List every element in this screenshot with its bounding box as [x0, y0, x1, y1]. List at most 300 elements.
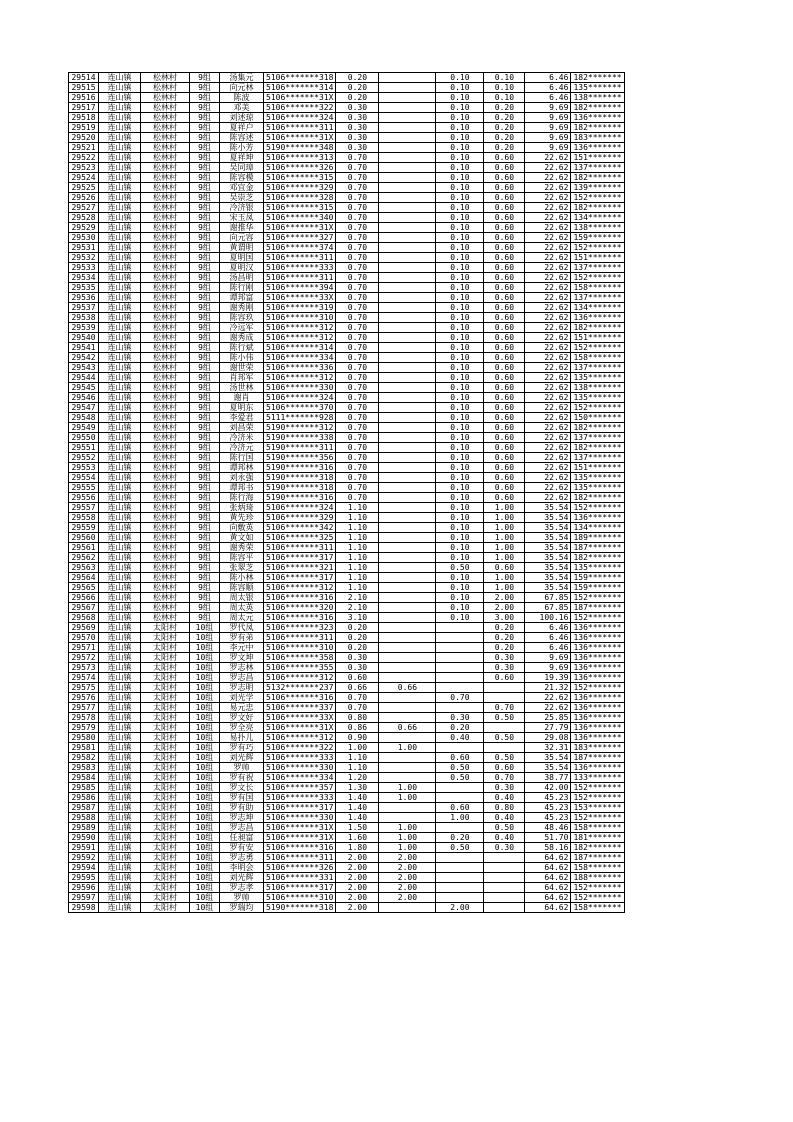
- area-col-b-cell: 0.10: [436, 453, 484, 463]
- phone-cell: 150*******: [571, 413, 624, 423]
- phone-cell: 182*******: [571, 123, 624, 133]
- area-col-c-cell: 0.60: [484, 203, 525, 213]
- area-col-c-cell: 0.60: [484, 463, 525, 473]
- total-area-cell: 0.70: [336, 323, 379, 333]
- area-col-b-cell: 0.10: [436, 433, 484, 443]
- phone-cell: 152*******: [571, 883, 624, 893]
- amount-cell: 9.69: [525, 663, 571, 673]
- total-area-cell: 1.20: [336, 773, 379, 783]
- row-index-cell: 29515: [69, 83, 99, 93]
- table-row: [69, 503, 625, 513]
- group-cell: 10组: [190, 713, 220, 723]
- name-cell: 陈行斌: [220, 343, 264, 353]
- amount-cell: 22.62: [525, 203, 571, 213]
- area-col-b-cell: 0.10: [436, 243, 484, 253]
- amount-cell: 22.62: [525, 273, 571, 283]
- amount-cell: 22.62: [525, 313, 571, 323]
- phone-cell: 152*******: [571, 683, 624, 693]
- group-cell: 10组: [190, 843, 220, 853]
- area-col-b-cell: 2.00: [436, 903, 484, 913]
- total-area-cell: 1.30: [336, 783, 379, 793]
- area-col-b-cell: 0.50: [436, 843, 484, 853]
- area-col-c-cell: 0.60: [484, 153, 525, 163]
- total-area-cell: 0.70: [336, 173, 379, 183]
- village-cell: 松林村: [141, 123, 190, 133]
- amount-cell: 9.69: [525, 113, 571, 123]
- town-cell: 连山镇: [99, 763, 141, 773]
- phone-cell: 182*******: [571, 443, 624, 453]
- total-area-cell: 1.10: [336, 543, 379, 553]
- area-col-b-cell: 0.10: [436, 223, 484, 233]
- group-cell: 9组: [190, 153, 220, 163]
- name-cell: 陈行国: [220, 453, 264, 463]
- area-col-b-cell: 0.10: [436, 213, 484, 223]
- total-area-cell: 1.10: [336, 763, 379, 773]
- group-cell: 10组: [190, 803, 220, 813]
- town-cell: 连山镇: [99, 703, 141, 713]
- amount-cell: 22.62: [525, 193, 571, 203]
- phone-cell: 182*******: [571, 323, 624, 333]
- town-cell: 连山镇: [99, 113, 141, 123]
- total-area-cell: 0.70: [336, 483, 379, 493]
- id-number-cell: 5106*******317: [264, 573, 336, 583]
- total-area-cell: 0.70: [336, 303, 379, 313]
- group-cell: 10组: [190, 793, 220, 803]
- village-cell: 太阳村: [141, 873, 190, 883]
- area-col-a-cell: [379, 633, 436, 643]
- row-index-cell: 29559: [69, 523, 99, 533]
- town-cell: 连山镇: [99, 383, 141, 393]
- village-cell: 太阳村: [141, 633, 190, 643]
- village-cell: 松林村: [141, 163, 190, 173]
- group-cell: 9组: [190, 473, 220, 483]
- area-col-b-cell: 0.70: [436, 693, 484, 703]
- area-col-c-cell: 2.00: [484, 593, 525, 603]
- area-col-b-cell: 0.10: [436, 473, 484, 483]
- area-col-a-cell: 1.00: [379, 843, 436, 853]
- total-area-cell: 0.70: [336, 233, 379, 243]
- table-row: [69, 363, 625, 373]
- row-index-cell: 29522: [69, 153, 99, 163]
- village-cell: 太阳村: [141, 883, 190, 893]
- area-col-b-cell: 0.10: [436, 483, 484, 493]
- row-index-cell: 29542: [69, 353, 99, 363]
- area-col-a-cell: [379, 523, 436, 533]
- town-cell: 连山镇: [99, 863, 141, 873]
- amount-cell: 22.62: [525, 443, 571, 453]
- phone-cell: 182*******: [571, 103, 624, 113]
- name-cell: 冷远军: [220, 323, 264, 333]
- row-index-cell: 29540: [69, 333, 99, 343]
- group-cell: 10组: [190, 683, 220, 693]
- area-col-b-cell: 0.10: [436, 353, 484, 363]
- group-cell: 10组: [190, 833, 220, 843]
- name-cell: 邓美: [220, 103, 264, 113]
- phone-cell: 151*******: [571, 333, 624, 343]
- area-col-c-cell: 0.60: [484, 303, 525, 313]
- town-cell: 连山镇: [99, 633, 141, 643]
- village-cell: 松林村: [141, 553, 190, 563]
- table-row: [69, 103, 625, 113]
- id-number-cell: 5106*******312: [264, 583, 336, 593]
- phone-cell: 183*******: [571, 133, 624, 143]
- name-cell: 陈容述: [220, 133, 264, 143]
- total-area-cell: 0.70: [336, 213, 379, 223]
- name-cell: 谭邦富: [220, 293, 264, 303]
- town-cell: 连山镇: [99, 853, 141, 863]
- area-col-a-cell: [379, 283, 436, 293]
- name-cell: 罗帅: [220, 893, 264, 903]
- row-index-cell: 29523: [69, 163, 99, 173]
- id-number-cell: 5106*******314: [264, 343, 336, 353]
- town-cell: 连山镇: [99, 343, 141, 353]
- town-cell: 连山镇: [99, 793, 141, 803]
- town-cell: 连山镇: [99, 243, 141, 253]
- name-cell: 陈行海: [220, 493, 264, 503]
- area-col-c-cell: 3.00: [484, 613, 525, 623]
- total-area-cell: 1.40: [336, 793, 379, 803]
- phone-cell: 182*******: [571, 553, 624, 563]
- village-cell: 太阳村: [141, 803, 190, 813]
- total-area-cell: 0.20: [336, 623, 379, 633]
- id-number-cell: 5106*******312: [264, 673, 336, 683]
- amount-cell: 22.62: [525, 173, 571, 183]
- area-col-b-cell: 0.10: [436, 323, 484, 333]
- phone-cell: 152*******: [571, 793, 624, 803]
- town-cell: 连山镇: [99, 613, 141, 623]
- phone-cell: 159*******: [571, 233, 624, 243]
- group-cell: 9组: [190, 83, 220, 93]
- amount-cell: 22.62: [525, 703, 571, 713]
- phone-cell: 136*******: [571, 703, 624, 713]
- area-col-c-cell: 0.60: [484, 563, 525, 573]
- town-cell: 连山镇: [99, 583, 141, 593]
- id-number-cell: 5106*******316: [264, 613, 336, 623]
- name-cell: 肖邦军: [220, 373, 264, 383]
- group-cell: 9组: [190, 173, 220, 183]
- phone-cell: 136*******: [571, 733, 624, 743]
- group-cell: 9组: [190, 513, 220, 523]
- table-row: [69, 713, 625, 723]
- village-cell: 松林村: [141, 363, 190, 373]
- group-cell: 9组: [190, 273, 220, 283]
- town-cell: 连山镇: [99, 263, 141, 273]
- amount-cell: 45.23: [525, 813, 571, 823]
- id-number-cell: 5190*******311: [264, 443, 336, 453]
- town-cell: 连山镇: [99, 713, 141, 723]
- amount-cell: 22.62: [525, 363, 571, 373]
- amount-cell: 29.08: [525, 733, 571, 743]
- town-cell: 连山镇: [99, 623, 141, 633]
- id-number-cell: 5106*******322: [264, 743, 336, 753]
- area-col-a-cell: [379, 493, 436, 503]
- row-index-cell: 29535: [69, 283, 99, 293]
- phone-cell: 152*******: [571, 243, 624, 253]
- town-cell: 连山镇: [99, 403, 141, 413]
- phone-cell: 137*******: [571, 363, 624, 373]
- row-index-cell: 29594: [69, 863, 99, 873]
- town-cell: 连山镇: [99, 843, 141, 853]
- amount-cell: 22.62: [525, 383, 571, 393]
- group-cell: 10组: [190, 903, 220, 913]
- amount-cell: 45.23: [525, 803, 571, 813]
- group-cell: 9组: [190, 183, 220, 193]
- phone-cell: 137*******: [571, 293, 624, 303]
- phone-cell: 136*******: [571, 673, 624, 683]
- area-col-c-cell: 0.60: [484, 193, 525, 203]
- area-col-c-cell: 0.60: [484, 403, 525, 413]
- area-col-c-cell: 0.20: [484, 103, 525, 113]
- id-number-cell: 5106*******311: [264, 253, 336, 263]
- total-area-cell: 0.70: [336, 433, 379, 443]
- id-number-cell: 5106*******374: [264, 243, 336, 253]
- phone-cell: 135*******: [571, 83, 624, 93]
- id-number-cell: 5106*******310: [264, 893, 336, 903]
- village-cell: 松林村: [141, 73, 190, 83]
- area-col-c-cell: 0.80: [484, 803, 525, 813]
- table-row: [69, 73, 625, 83]
- total-area-cell: 0.70: [336, 473, 379, 483]
- row-index-cell: 29576: [69, 693, 99, 703]
- area-col-a-cell: [379, 533, 436, 543]
- total-area-cell: 0.70: [336, 393, 379, 403]
- amount-cell: 22.62: [525, 493, 571, 503]
- table-row: [69, 143, 625, 153]
- table-row: [69, 203, 625, 213]
- total-area-cell: 2.00: [336, 873, 379, 883]
- table-row: [69, 893, 625, 903]
- area-col-a-cell: [379, 293, 436, 303]
- area-col-b-cell: 0.10: [436, 173, 484, 183]
- table-row: [69, 493, 625, 503]
- table-row: [69, 273, 625, 283]
- group-cell: 9组: [190, 423, 220, 433]
- area-col-a-cell: 2.00: [379, 873, 436, 883]
- phone-cell: 152*******: [571, 613, 624, 623]
- name-cell: 汤集元: [220, 73, 264, 83]
- group-cell: 9组: [190, 243, 220, 253]
- table-row: [69, 333, 625, 343]
- village-cell: 太阳村: [141, 743, 190, 753]
- area-col-b-cell: 0.10: [436, 583, 484, 593]
- name-cell: 谢推华: [220, 223, 264, 233]
- table-row: [69, 683, 625, 693]
- phone-cell: 187*******: [571, 543, 624, 553]
- town-cell: 连山镇: [99, 473, 141, 483]
- area-col-b-cell: 0.10: [436, 73, 484, 83]
- village-cell: 太阳村: [141, 823, 190, 833]
- row-index-cell: 29585: [69, 783, 99, 793]
- area-col-b-cell: 0.10: [436, 313, 484, 323]
- town-cell: 连山镇: [99, 283, 141, 293]
- name-cell: 罗文好: [220, 713, 264, 723]
- area-col-c-cell: 0.60: [484, 213, 525, 223]
- town-cell: 连山镇: [99, 123, 141, 133]
- village-cell: 松林村: [141, 563, 190, 573]
- name-cell: 刘永强: [220, 473, 264, 483]
- area-col-a-cell: [379, 183, 436, 193]
- amount-cell: 35.54: [525, 513, 571, 523]
- name-cell: 谢世荣: [220, 363, 264, 373]
- group-cell: 10组: [190, 823, 220, 833]
- name-cell: 罗有巧: [220, 743, 264, 753]
- row-index-cell: 29551: [69, 443, 99, 453]
- area-col-b-cell: 0.10: [436, 543, 484, 553]
- group-cell: 9组: [190, 593, 220, 603]
- row-index-cell: 29570: [69, 633, 99, 643]
- data-table: [68, 72, 625, 913]
- town-cell: 连山镇: [99, 323, 141, 333]
- village-cell: 松林村: [141, 413, 190, 423]
- id-number-cell: 5106*******326: [264, 163, 336, 173]
- area-col-b-cell: [436, 883, 484, 893]
- town-cell: 连山镇: [99, 203, 141, 213]
- group-cell: 10组: [190, 863, 220, 873]
- total-area-cell: 0.70: [336, 453, 379, 463]
- row-index-cell: 29524: [69, 173, 99, 183]
- id-number-cell: 5106*******319: [264, 303, 336, 313]
- village-cell: 松林村: [141, 243, 190, 253]
- name-cell: 宋玉凤: [220, 213, 264, 223]
- village-cell: 松林村: [141, 583, 190, 593]
- table-row: [69, 703, 625, 713]
- phone-cell: 134*******: [571, 523, 624, 533]
- area-col-a-cell: [379, 373, 436, 383]
- amount-cell: 35.54: [525, 573, 571, 583]
- phone-cell: 158*******: [571, 823, 624, 833]
- town-cell: 连山镇: [99, 733, 141, 743]
- group-cell: 10组: [190, 703, 220, 713]
- area-col-b-cell: [436, 863, 484, 873]
- amount-cell: 6.46: [525, 93, 571, 103]
- area-col-c-cell: 0.60: [484, 363, 525, 373]
- area-col-c-cell: 0.60: [484, 413, 525, 423]
- name-cell: 罗志昌: [220, 823, 264, 833]
- table-row: [69, 613, 625, 623]
- area-col-c-cell: 0.60: [484, 423, 525, 433]
- group-cell: 10组: [190, 853, 220, 863]
- town-cell: 连山镇: [99, 543, 141, 553]
- town-cell: 连山镇: [99, 463, 141, 473]
- table-row: [69, 453, 625, 463]
- group-cell: 9组: [190, 193, 220, 203]
- name-cell: 陈容模: [220, 173, 264, 183]
- table-row: [69, 263, 625, 273]
- group-cell: 10组: [190, 873, 220, 883]
- amount-cell: 27.79: [525, 723, 571, 733]
- row-index-cell: 29588: [69, 813, 99, 823]
- area-col-a-cell: [379, 263, 436, 273]
- total-area-cell: 0.20: [336, 83, 379, 93]
- group-cell: 10组: [190, 733, 220, 743]
- group-cell: 10组: [190, 783, 220, 793]
- village-cell: 松林村: [141, 233, 190, 243]
- village-cell: 太阳村: [141, 623, 190, 633]
- amount-cell: 9.69: [525, 653, 571, 663]
- village-cell: 太阳村: [141, 893, 190, 903]
- area-col-b-cell: 0.10: [436, 443, 484, 453]
- area-col-a-cell: [379, 193, 436, 203]
- name-cell: 刘昌荣: [220, 423, 264, 433]
- name-cell: 罗文坤: [220, 653, 264, 663]
- id-number-cell: 5106*******311: [264, 633, 336, 643]
- amount-cell: 22.62: [525, 323, 571, 333]
- town-cell: 连山镇: [99, 363, 141, 373]
- area-col-c-cell: [484, 853, 525, 863]
- table-row: [69, 193, 625, 203]
- name-cell: 谭邦林: [220, 463, 264, 473]
- phone-cell: 135*******: [571, 393, 624, 403]
- area-col-c-cell: 0.60: [484, 263, 525, 273]
- row-index-cell: 29578: [69, 713, 99, 723]
- group-cell: 9组: [190, 393, 220, 403]
- area-col-c-cell: 0.60: [484, 283, 525, 293]
- name-cell: 夏明国: [220, 253, 264, 263]
- area-col-c-cell: 2.00: [484, 603, 525, 613]
- id-number-cell: 5111*******928: [264, 413, 336, 423]
- row-index-cell: 29544: [69, 373, 99, 383]
- table-row: [69, 743, 625, 753]
- row-index-cell: 29545: [69, 383, 99, 393]
- id-number-cell: 5190*******348: [264, 143, 336, 153]
- amount-cell: 64.62: [525, 893, 571, 903]
- name-cell: 罗有弟: [220, 633, 264, 643]
- row-index-cell: 29533: [69, 263, 99, 273]
- id-number-cell: 5106*******312: [264, 373, 336, 383]
- area-col-c-cell: 0.20: [484, 633, 525, 643]
- amount-cell: 67.85: [525, 603, 571, 613]
- area-col-a-cell: [379, 663, 436, 673]
- total-area-cell: 0.70: [336, 153, 379, 163]
- phone-cell: 151*******: [571, 253, 624, 263]
- area-col-b-cell: 0.10: [436, 393, 484, 403]
- group-cell: 9组: [190, 553, 220, 563]
- name-cell: 冷济银: [220, 203, 264, 213]
- amount-cell: 25.85: [525, 713, 571, 723]
- area-col-a-cell: 1.00: [379, 823, 436, 833]
- area-col-a-cell: [379, 123, 436, 133]
- village-cell: 松林村: [141, 613, 190, 623]
- village-cell: 太阳村: [141, 773, 190, 783]
- id-number-cell: 5106*******331: [264, 873, 336, 883]
- area-col-c-cell: 0.60: [484, 473, 525, 483]
- area-col-a-cell: [379, 103, 436, 113]
- id-number-cell: 5106*******317: [264, 553, 336, 563]
- total-area-cell: 0.30: [336, 143, 379, 153]
- table-row: [69, 473, 625, 483]
- id-number-cell: 5106*******311: [264, 543, 336, 553]
- area-col-b-cell: 1.00: [436, 813, 484, 823]
- village-cell: 松林村: [141, 473, 190, 483]
- area-col-a-cell: [379, 403, 436, 413]
- area-col-a-cell: [379, 463, 436, 473]
- area-col-a-cell: [379, 273, 436, 283]
- total-area-cell: 0.30: [336, 663, 379, 673]
- area-col-c-cell: 0.60: [484, 763, 525, 773]
- total-area-cell: 0.70: [336, 373, 379, 383]
- area-col-a-cell: [379, 303, 436, 313]
- total-area-cell: 0.70: [336, 493, 379, 503]
- row-index-cell: 29572: [69, 653, 99, 663]
- area-col-b-cell: 0.10: [436, 133, 484, 143]
- amount-cell: 48.46: [525, 823, 571, 833]
- id-number-cell: 5106*******336: [264, 363, 336, 373]
- area-col-b-cell: 0.10: [436, 303, 484, 313]
- town-cell: 连山镇: [99, 233, 141, 243]
- town-cell: 连山镇: [99, 103, 141, 113]
- area-col-b-cell: 0.10: [436, 283, 484, 293]
- row-index-cell: 29531: [69, 243, 99, 253]
